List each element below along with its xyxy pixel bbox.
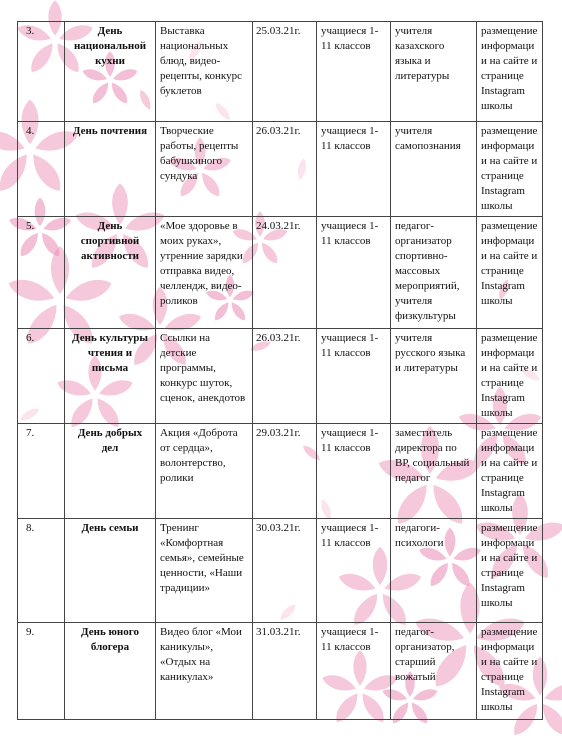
event-responsible: заместитель директора по ВР, социальный педагог (391, 424, 477, 519)
row-number: 5. (18, 217, 65, 329)
event-date: 30.03.21г. (253, 519, 317, 623)
event-result: размещение информации на сайте и странице Instagram школы (477, 329, 543, 424)
table-row (18, 424, 543, 519)
event-result: размещение информации на сайте и странице Instagram школы (477, 519, 543, 623)
event-activity: Ссылки на детские программы, конкурс шуток, сценок, анекдотов (156, 329, 253, 424)
event-date: 29.03.21г. (253, 424, 317, 519)
event-date: 25.03.21г. (253, 22, 317, 122)
row-number: 7. (18, 424, 65, 519)
event-name: День семьи (65, 519, 156, 623)
event-participants: учащиеся 1-11 классов (317, 122, 391, 217)
event-participants: учащиеся 1-11 классов (317, 519, 391, 623)
event-activity: Тренинг «Комфортная семья», семейные ценности, «Наши традиции» (156, 519, 253, 623)
event-name: День спортивной активности (65, 217, 156, 329)
event-activity: Выставка национальных блюд, видео-рецепты, конкурс буклетов (156, 22, 253, 122)
event-name: День национальной кухни (65, 22, 156, 122)
event-name: День культуры чтения и письма (65, 329, 156, 424)
event-result: размещение информации на сайте и странице Instagram школы (477, 623, 543, 720)
event-responsible: учителя самопознания (391, 122, 477, 217)
event-participants: учащиеся 1-11 классов (317, 22, 391, 122)
event-participants: учащиеся 1-11 классов (317, 623, 391, 720)
table-row (18, 122, 543, 217)
row-number: 9. (18, 623, 65, 720)
event-participants: учащиеся 1-11 классов (317, 329, 391, 424)
event-activity: Видео блог «Мои каникулы», «Отдых на каникулах» (156, 623, 253, 720)
table-row (18, 329, 543, 424)
table-row (18, 623, 543, 720)
event-activity: Творческие работы, рецепты бабушкиного сундука (156, 122, 253, 217)
row-number: 3. (18, 22, 65, 122)
event-result: размещение информации на сайте и странице Instagram школы (477, 22, 543, 122)
event-participants: учащиеся 1-11 классов (317, 424, 391, 519)
event-name: День юного блогера (65, 623, 156, 720)
event-date: 31.03.21г. (253, 623, 317, 720)
row-number: 6. (18, 329, 65, 424)
event-responsible: педагог-организатор, старший вожатый (391, 623, 477, 720)
events-table (17, 21, 543, 720)
event-date: 26.03.21г. (253, 122, 317, 217)
event-result: размещение информации на сайте и странице Instagram школы (477, 217, 543, 329)
event-participants: учащиеся 1-11 классов (317, 217, 391, 329)
event-date: 24.03.21г. (253, 217, 317, 329)
event-responsible: педагог-организатор спортивно-массовых мероприятий, учителя физкультуры (391, 217, 477, 329)
event-responsible: учителя казахского языка и литературы (391, 22, 477, 122)
event-result: размещение информации на сайте и странице Instagram школы (477, 122, 543, 217)
event-activity: Акция «Доброта от сердца», волонтерство, ролики (156, 424, 253, 519)
table-row (18, 217, 543, 329)
row-number: 4. (18, 122, 65, 217)
event-result: размещение информации на сайте и странице Instagram школы (477, 424, 543, 519)
event-responsible: учителя русского языка и литературы (391, 329, 477, 424)
event-date: 26.03.21г. (253, 329, 317, 424)
row-number: 8. (18, 519, 65, 623)
table-row (18, 519, 543, 623)
event-activity: «Мое здоровье в моих руках», утренние зарядки отправка видео, челлендж, видео-роликов (156, 217, 253, 329)
table-row (18, 22, 543, 122)
event-responsible: педагоги-психологи (391, 519, 477, 623)
event-name: День добрых дел (65, 424, 156, 519)
event-name: День почтения (65, 122, 156, 217)
